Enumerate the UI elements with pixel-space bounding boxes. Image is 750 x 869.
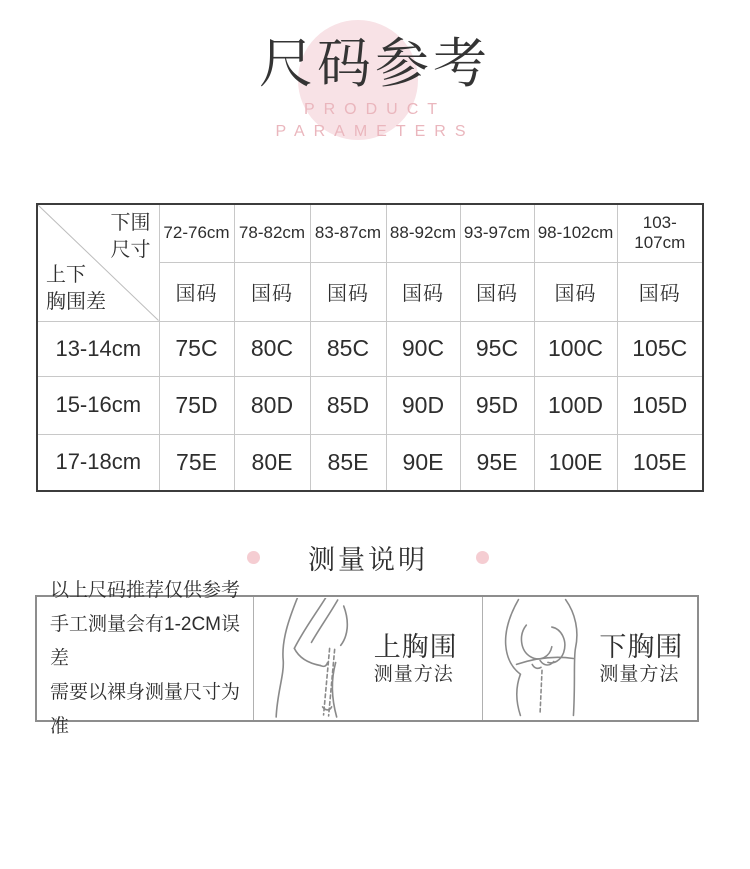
lower-bust-subtitle: 测量方法 (599, 663, 680, 685)
upper-bust-figure-illustration (260, 598, 372, 719)
note-line: 需要以裸身测量尺寸为准 (50, 681, 241, 737)
size-cell: 95C (460, 321, 534, 376)
size-cell: 90C (386, 321, 460, 376)
corner-label-underbust: 下围 尺寸 (110, 212, 151, 261)
upper-bust-title: 上胸围 (373, 631, 458, 662)
size-cell: 100D (534, 376, 617, 434)
corner-label-bust-difference: 上下 胸围差 (46, 263, 106, 313)
table-row (37, 376, 703, 434)
table-row (37, 321, 703, 376)
cn-size-header: 国码 (310, 262, 386, 321)
measurement-section-title: 测量说明 (308, 544, 428, 575)
col-header: 78-82cm (234, 204, 310, 262)
lower-bust-labels (599, 631, 683, 687)
size-cell: 95E (460, 434, 534, 491)
col-header: 72-76cm (159, 204, 234, 262)
size-cell: 100C (534, 321, 617, 376)
upper-bust-labels (374, 631, 458, 687)
size-cell: 75C (159, 321, 234, 376)
lower-bust-title: 下胸围 (599, 631, 684, 662)
cn-size-header: 国码 (534, 262, 617, 321)
size-cell: 85E (310, 434, 386, 491)
subtitle-product: PRODUCT (303, 101, 447, 118)
measurement-section-heading (0, 540, 736, 574)
upper-bust-panel (254, 597, 484, 720)
size-cell: 85C (310, 321, 386, 376)
pink-dot-icon (476, 551, 489, 564)
size-cell: 100E (534, 434, 617, 491)
size-cell: 105C (617, 321, 703, 376)
size-cell: 95D (460, 376, 534, 434)
pink-dot-icon (247, 551, 260, 564)
size-cell: 75D (159, 376, 234, 434)
size-table-container (36, 203, 704, 492)
size-cell: 75E (159, 434, 234, 491)
size-cell: 85D (310, 376, 386, 434)
cn-size-header: 国码 (159, 262, 234, 321)
diff-row-label: 17-18cm (37, 434, 159, 491)
cn-size-header: 国码 (234, 262, 310, 321)
size-table (36, 203, 704, 492)
size-cell: 80E (234, 434, 310, 491)
lower-bust-panel (483, 597, 697, 720)
size-cell: 105D (617, 376, 703, 434)
cn-size-header: 国码 (460, 262, 534, 321)
note-line: 手工测量会有1-2CM误差 (50, 613, 241, 669)
col-header: 88-92cm (386, 204, 460, 262)
col-header: 98-102cm (534, 204, 617, 262)
size-cell: 90D (386, 376, 460, 434)
diff-row-label: 15-16cm (37, 376, 159, 434)
note-line: 以上尺码推荐仅供参考 (50, 579, 241, 601)
page-title: 尺码参考 (259, 34, 491, 94)
corner-cell (37, 204, 159, 321)
measurement-info-box (35, 579, 699, 737)
size-cell: 80C (234, 321, 310, 376)
upper-bust-subtitle: 测量方法 (373, 663, 454, 685)
col-header: 83-87cm (310, 204, 386, 262)
table-row (37, 434, 703, 491)
diff-row-label: 13-14cm (37, 321, 159, 376)
cn-size-header: 国码 (617, 262, 703, 321)
size-cell: 105E (617, 434, 703, 491)
col-header: 103-107cm (617, 204, 703, 262)
size-notes-panel (37, 579, 254, 737)
size-cell: 80D (234, 376, 310, 434)
size-cell: 90E (386, 434, 460, 491)
col-header: 93-97cm (460, 204, 534, 262)
cn-size-header: 国码 (386, 262, 460, 321)
subtitle-parameters: PARAMETERS (275, 123, 475, 140)
lower-bust-figure-illustration (489, 598, 597, 719)
